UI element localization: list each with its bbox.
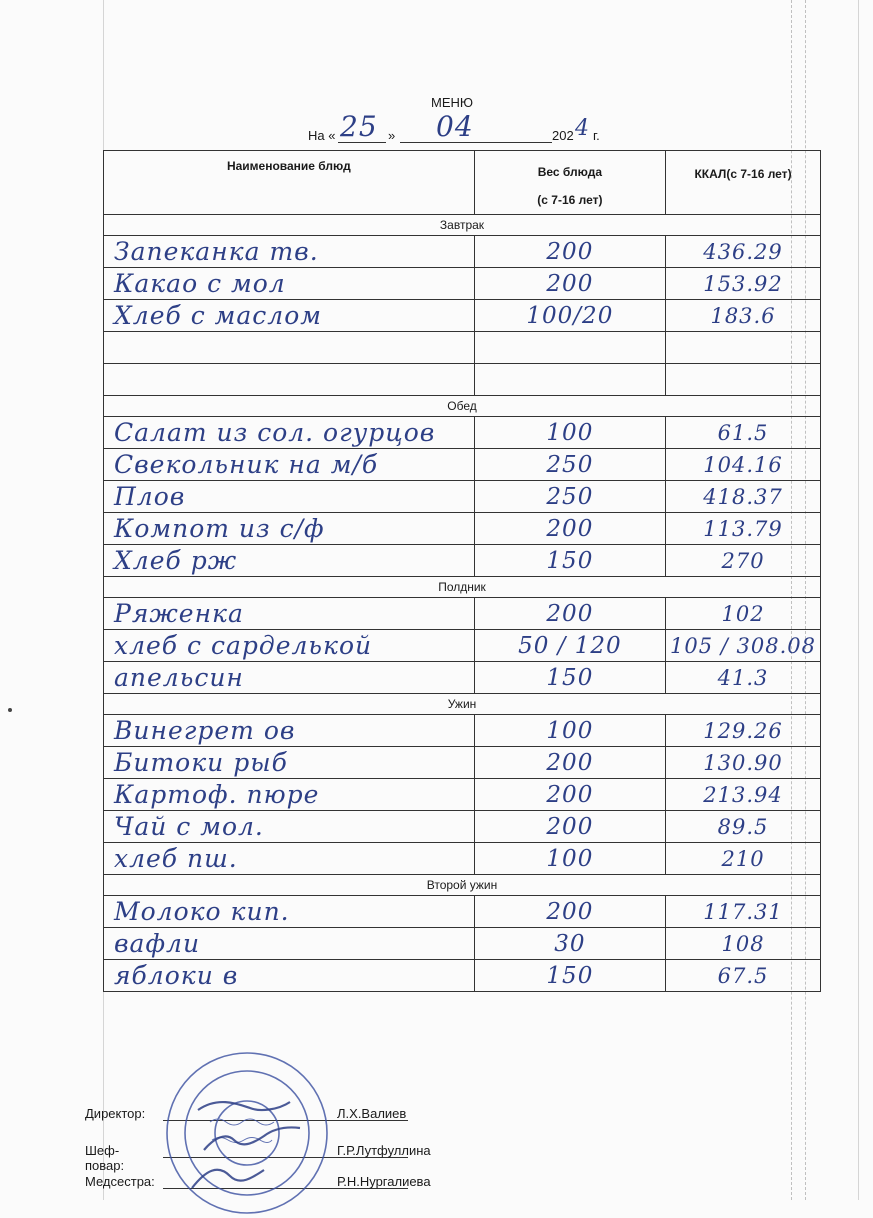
table-row xyxy=(104,268,821,300)
cell-kcal xyxy=(666,928,821,960)
handwritten-dish: Картоф. пюре xyxy=(114,780,320,809)
table-row xyxy=(104,481,821,513)
table-row xyxy=(104,449,821,481)
header-dish: Наименование блюд xyxy=(104,151,475,215)
header-weight-line2: (с 7-16 лет) xyxy=(537,193,603,207)
cell-weight xyxy=(474,896,665,928)
handwritten-kcal: 210 xyxy=(721,846,765,871)
handwritten-dish: Ряженка xyxy=(114,599,244,628)
signature-name: Р.Н.Нургалиева xyxy=(337,1174,431,1189)
cell-kcal xyxy=(666,747,821,779)
cell-kcal xyxy=(666,843,821,875)
handwritten-kcal: 89.5 xyxy=(717,814,769,839)
handwritten-kcal: 153.92 xyxy=(703,271,783,296)
signature-role: Директор: xyxy=(85,1106,146,1121)
signature-name: Г.Р.Лутфуллина xyxy=(337,1143,431,1158)
cell-kcal xyxy=(666,598,821,630)
section-row xyxy=(104,577,821,598)
cell-weight xyxy=(474,598,665,630)
cell-weight xyxy=(474,332,665,364)
section-row xyxy=(104,215,821,236)
cell-dish xyxy=(104,960,475,992)
handwritten-kcal: 41.3 xyxy=(717,665,769,690)
cell-kcal xyxy=(666,811,821,843)
cell-weight xyxy=(474,481,665,513)
handwritten-dish: хлеб пш. xyxy=(114,844,238,873)
menu-table xyxy=(103,150,821,992)
cell-dish xyxy=(104,417,475,449)
scan-edge-line xyxy=(858,0,859,1200)
cell-dish xyxy=(104,545,475,577)
table-row xyxy=(104,545,821,577)
cell-dish xyxy=(104,300,475,332)
scan-speck xyxy=(8,708,12,712)
date-month-blank xyxy=(400,142,552,143)
cell-kcal xyxy=(666,364,821,396)
cell-dish xyxy=(104,513,475,545)
handwritten-weight: 250 xyxy=(546,483,594,510)
handwritten-weight: 200 xyxy=(546,813,594,840)
handwritten-kcal: 129.26 xyxy=(703,718,783,743)
handwritten-dish: Битоки рыб xyxy=(114,748,288,777)
handwritten-weight: 50 / 120 xyxy=(518,632,622,659)
cell-kcal xyxy=(666,332,821,364)
table-row xyxy=(104,417,821,449)
table-row xyxy=(104,928,821,960)
handwritten-weight: 100 xyxy=(546,845,594,872)
cell-weight xyxy=(474,928,665,960)
handwritten-dish: Какао с мол xyxy=(114,269,286,298)
cell-weight xyxy=(474,513,665,545)
handwritten-kcal: 130.90 xyxy=(703,750,783,775)
handwritten-weight: 200 xyxy=(546,781,594,808)
table-row xyxy=(104,715,821,747)
handwritten-kcal: 61.5 xyxy=(717,420,769,445)
header-weight-line1: Вес блюда xyxy=(537,165,603,179)
date-day: 25 xyxy=(340,110,378,143)
handwritten-kcal: 436.29 xyxy=(703,239,783,264)
handwritten-dish: хлеб с сарделькой xyxy=(114,631,373,660)
handwritten-weight: 100/20 xyxy=(526,302,614,329)
cell-weight xyxy=(474,811,665,843)
cell-weight xyxy=(474,364,665,396)
section-title: Обед xyxy=(104,396,821,417)
date-month: 04 xyxy=(436,110,474,143)
handwritten-weight: 100 xyxy=(546,717,594,744)
handwritten-kcal: 113.79 xyxy=(703,516,783,541)
cell-kcal xyxy=(666,268,821,300)
cell-dish xyxy=(104,236,475,268)
handwritten-kcal: 104.16 xyxy=(703,452,783,477)
cell-dish xyxy=(104,332,475,364)
document-title: МЕНЮ xyxy=(431,95,474,110)
cell-weight xyxy=(474,662,665,694)
section-title: Полдник xyxy=(104,577,821,598)
date-line xyxy=(308,110,638,146)
cell-dish xyxy=(104,598,475,630)
handwritten-weight: 200 xyxy=(546,270,594,297)
handwritten-weight: 200 xyxy=(546,515,594,542)
table-row xyxy=(104,630,821,662)
signature-role: Медсестра: xyxy=(85,1174,155,1189)
handwritten-dish: Молоко кип. xyxy=(114,897,290,926)
signature-name: Л.Х.Валиев xyxy=(337,1106,407,1121)
handwritten-dish: Салат из сол. огурцов xyxy=(114,418,436,447)
cell-dish xyxy=(104,715,475,747)
handwritten-dish: яблоки в xyxy=(114,961,239,990)
table-row xyxy=(104,960,821,992)
handwritten-weight: 200 xyxy=(546,749,594,776)
table-row xyxy=(104,364,821,396)
year-suffix: г. xyxy=(593,128,600,143)
cell-kcal xyxy=(666,545,821,577)
handwritten-dish: Чай с мол. xyxy=(114,812,264,841)
cell-kcal xyxy=(666,449,821,481)
handwritten-dish: вафли xyxy=(114,929,201,958)
handwritten-weight: 200 xyxy=(546,600,594,627)
cell-dish xyxy=(104,268,475,300)
cell-weight xyxy=(474,417,665,449)
table-row xyxy=(104,236,821,268)
section-title: Завтрак xyxy=(104,215,821,236)
section-row xyxy=(104,694,821,715)
handwritten-weight: 250 xyxy=(546,451,594,478)
cell-weight xyxy=(474,300,665,332)
cell-kcal xyxy=(666,300,821,332)
year-prefix: 202 xyxy=(552,128,574,143)
cell-kcal xyxy=(666,715,821,747)
handwritten-weight: 150 xyxy=(546,547,594,574)
table-row xyxy=(104,811,821,843)
cell-dish xyxy=(104,662,475,694)
handwritten-dish: Плов xyxy=(114,482,186,511)
cell-dish xyxy=(104,896,475,928)
cell-weight xyxy=(474,715,665,747)
handwritten-weight: 100 xyxy=(546,419,594,446)
header-kcal: ККАЛ(с 7-16 лет) xyxy=(666,151,821,215)
table-row xyxy=(104,300,821,332)
cell-weight xyxy=(474,545,665,577)
official-stamp-icon xyxy=(162,1048,332,1218)
cell-dish xyxy=(104,364,475,396)
cell-dish xyxy=(104,779,475,811)
handwritten-dish: Хлеб рж xyxy=(114,546,238,575)
handwritten-kcal: 67.5 xyxy=(717,963,769,988)
cell-kcal xyxy=(666,662,821,694)
section-title: Ужин xyxy=(104,694,821,715)
date-prefix: На « xyxy=(308,128,336,143)
cell-kcal xyxy=(666,513,821,545)
cell-kcal xyxy=(666,417,821,449)
cell-dish xyxy=(104,481,475,513)
cell-weight xyxy=(474,779,665,811)
cell-dish xyxy=(104,449,475,481)
cell-dish xyxy=(104,630,475,662)
cell-dish xyxy=(104,928,475,960)
handwritten-kcal: 105 / 308.08 xyxy=(670,633,817,658)
handwritten-kcal: 183.6 xyxy=(710,303,776,328)
table-row xyxy=(104,332,821,364)
cell-kcal xyxy=(666,481,821,513)
cell-dish xyxy=(104,811,475,843)
cell-dish xyxy=(104,747,475,779)
table-row xyxy=(104,843,821,875)
cell-weight xyxy=(474,268,665,300)
handwritten-weight: 30 xyxy=(554,930,586,957)
cell-dish xyxy=(104,843,475,875)
header-weight xyxy=(474,151,665,215)
handwritten-kcal: 213.94 xyxy=(703,782,783,807)
handwritten-kcal: 102 xyxy=(721,601,765,626)
table-row xyxy=(104,896,821,928)
handwritten-dish: Хлеб с маслом xyxy=(114,301,322,330)
cell-weight xyxy=(474,449,665,481)
signature-role: Шеф-повар: xyxy=(85,1143,125,1173)
year-digit: 4 xyxy=(575,116,590,141)
section-row xyxy=(104,875,821,896)
handwritten-kcal: 117.31 xyxy=(703,899,783,924)
table-header-row xyxy=(104,151,821,215)
cell-weight xyxy=(474,843,665,875)
handwritten-dish: Компот из с/ф xyxy=(114,514,325,543)
table-row xyxy=(104,662,821,694)
cell-kcal xyxy=(666,779,821,811)
handwritten-weight: 200 xyxy=(546,238,594,265)
cell-weight xyxy=(474,960,665,992)
handwritten-dish: Винегрет ов xyxy=(114,716,296,745)
section-row xyxy=(104,396,821,417)
handwritten-kcal: 108 xyxy=(721,931,765,956)
handwritten-weight: 150 xyxy=(546,664,594,691)
cell-weight xyxy=(474,236,665,268)
table-row xyxy=(104,779,821,811)
table-row xyxy=(104,598,821,630)
cell-weight xyxy=(474,747,665,779)
table-row xyxy=(104,747,821,779)
handwritten-weight: 200 xyxy=(546,898,594,925)
handwritten-weight: 150 xyxy=(546,962,594,989)
cell-kcal xyxy=(666,236,821,268)
date-separator: » xyxy=(388,128,396,143)
handwritten-dish: Запеканка тв. xyxy=(114,237,319,266)
cell-weight xyxy=(474,630,665,662)
handwritten-kcal: 270 xyxy=(721,548,765,573)
handwritten-kcal: 418.37 xyxy=(703,484,783,509)
handwritten-dish: апельсин xyxy=(114,663,244,692)
handwritten-dish: Свекольник на м/б xyxy=(114,450,379,479)
table-row xyxy=(104,513,821,545)
cell-kcal xyxy=(666,896,821,928)
cell-kcal xyxy=(666,960,821,992)
section-title: Второй ужин xyxy=(104,875,821,896)
cell-kcal xyxy=(666,630,821,662)
